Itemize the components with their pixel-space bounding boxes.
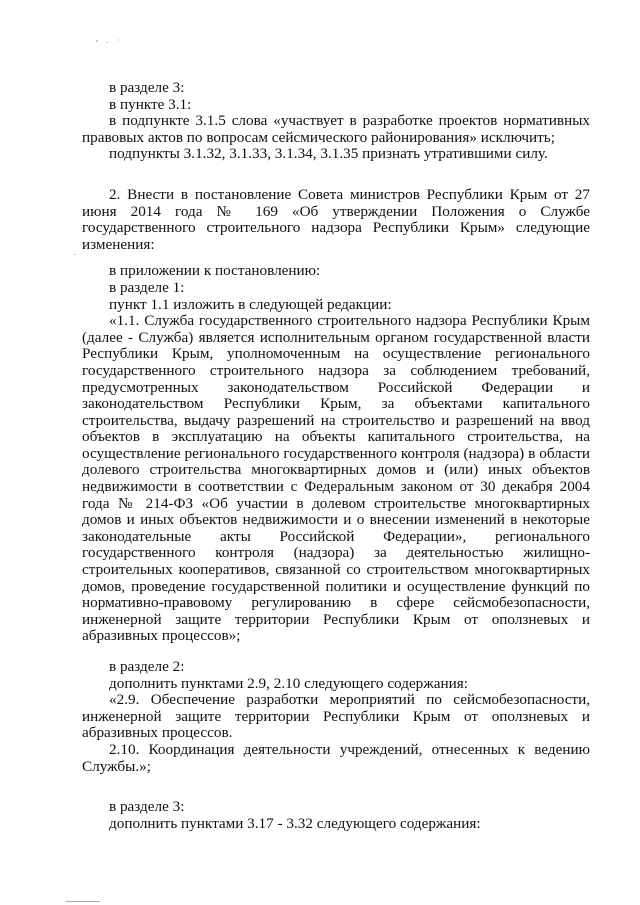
footer-line <box>66 901 100 902</box>
paragraph-amend-resolution-169: 2. Внести в постановление Совета министров Республики Крым от 27 июня 2014 года № 169 «Об утверждении Положения о Службе государственного строительного надзора Республики Крым» следующие изменения: <box>82 185 590 253</box>
paragraph-item-1-1-text: «1.1. Служба государственного строительного надзора Республики Крым (далее - Служба) является исполнительным органом государственной власти Республики Крым, уполномоченным на осуществление регионального государственного строительного надзора за соблюдением требований, предусмотренных законодательством Российской Федерации и законодательством Республики Крым, за объектами капитального строительства, выдачу разрешений на строительство и разрешений на ввод объектов в эксплуатацию на объекты капитального строительства, на осуществление регионального государственного контроля (надзора) в области долевого строительства многоквартирных домов и (или) иных объектов недвижимости в соответствии с Федеральным законом от 30 декабря 2004 года № 214-ФЗ «Об участии в долевом строительстве многоквартирных домов и иных объектов недвижимости и о внесении изменений в некоторые законодательные акты Российской Федерации», регионального государственного контроля (надзора) за деятельностью жилищно-строительных кооперативов, связанной со строительством многоквартирных домов, проведение государственной политики и осуществление функций по нормативно-правовому регулированию в сфере сейсмобезопасности, инженерной защите территории Республики Крым от оползневых и абразивных процессов»; <box>82 312 590 645</box>
paragraph-item-2-10: 2.10. Координация деятельности учреждений, отнесенных к ведению Службы.»; <box>82 740 590 775</box>
paragraph-section-1: в разделе 1: <box>109 278 185 296</box>
scan-speck <box>74 254 76 255</box>
paragraph-subitem-3-1-5: в подпункте 3.1.5 слова «участвует в разработке проектов нормативных правовых актов по вопросам сейсмического районирования» исключить; <box>82 112 590 146</box>
paragraph-section-2: в разделе 2: <box>109 658 185 675</box>
paragraph-add-items-3-17-3-32: дополнить пунктами 3.17 - 3.32 следующего содержания: <box>109 814 481 832</box>
scan-speck <box>96 40 98 42</box>
paragraph-subitems-repealed: подпункты 3.1.32, 3.1.33, 3.1.34, 3.1.35 признать утратившими силу. <box>109 145 548 163</box>
paragraph-section-3: в разделе 3: <box>109 79 185 96</box>
paragraph-item-3-1: в пункте 3.1: <box>109 95 192 113</box>
scan-speck <box>106 42 108 43</box>
scan-speck <box>118 39 119 41</box>
paragraph-add-items-2-9-2-10: дополнить пунктами 2.9, 2.10 следующего содержания: <box>109 674 468 692</box>
paragraph-item-1-1-intro: пункт 1.1 изложить в следующей редакции: <box>109 295 392 313</box>
paragraph-section-3-second: в разделе 3: <box>109 798 185 816</box>
paragraph-item-2-9: «2.9. Обеспечение разработки мероприятий по сейсмобезопасности, инженерной защите территории Республики Крым от оползневых и абразивных процессов. <box>82 691 590 742</box>
paragraph-annex: в приложении к постановлению: <box>109 262 321 280</box>
document-body <box>82 80 590 832</box>
